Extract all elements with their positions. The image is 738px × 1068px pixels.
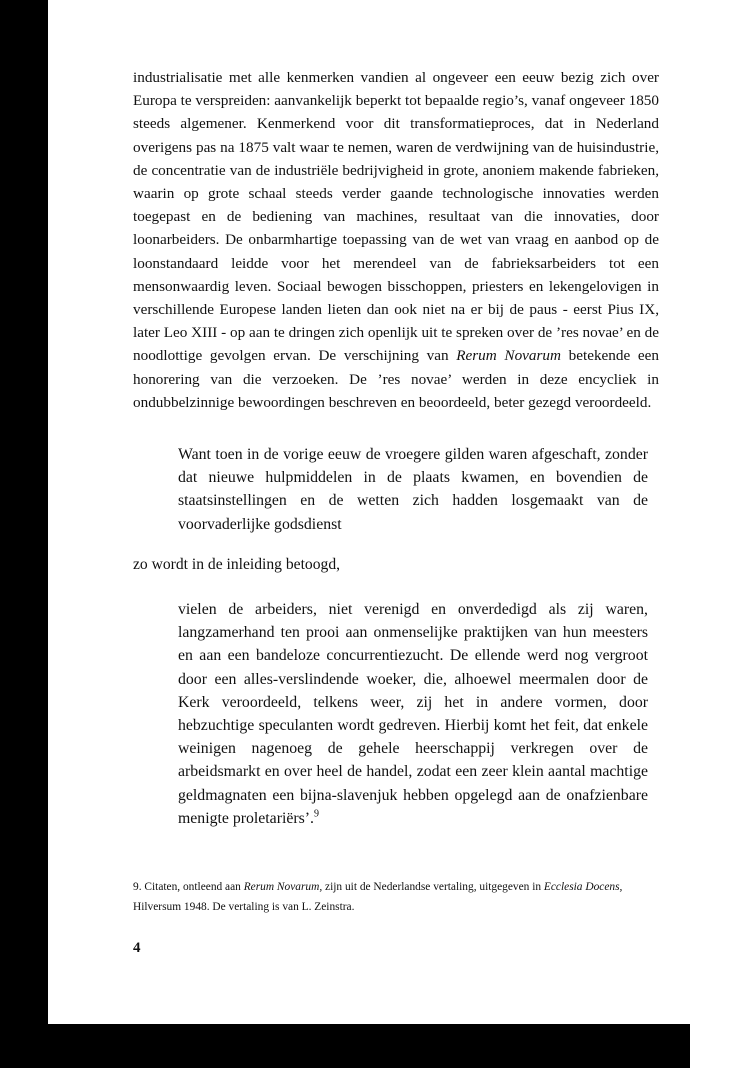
connector-sentence: zo wordt in de inleiding betoogd, [133, 556, 341, 573]
footnote-italic-title-1: Rerum Novarum, [243, 881, 323, 893]
block-quote-1 [178, 443, 648, 536]
footnote-text-c: Hilversum 1948. De vertaling is van L. Zeinstra. [133, 900, 355, 913]
quote-2-paragraph [178, 598, 648, 830]
paragraph-1-text-a: industrialisatie met alle kenmerken vandien al ongeveer een eeuw bezig zich over Europa te verspreiden: aanvankelijk beperkt tot bepaalde regio’s, vanaf ongeveer 1850 steeds algemener. Kenmerkend voor dit transformatieproces, dat in Nederland overigens pas na 1875 valt waar te nemen, waren de verdwijning van de huisindustrie, de concentratie van de industriële bedrijvigheid in grote, anoniem makende fabrieken, waarin op grote schaal steeds verder gaande technologische innovaties werden toegepast en de bediening van machines, resultaat van die innovaties, door loonarbeiders. De onbarmhartige toepassing van de wet van vraag en aanbod op de loonstandaard leidde voor het merendeel van de fabrieksarbeiders tot een mensonwaardig leven. Sociaal bewogen bisschoppen, priesters en lekengelovigen in verschillende Europese landen lieten dan ook niet na er bij de paus - eerst Pius IX, later Leo XIII - op aan te dringen zich openlijk uit te spreken over de ’res novae’ en de noodlottige gevolgen ervan. De verschijning van [133, 69, 659, 365]
block-quote-2 [178, 598, 648, 830]
footnote [133, 878, 659, 917]
footnote-text-a: Citaten, ontleend aan [141, 881, 244, 893]
footnote-number: 9. [133, 881, 142, 893]
scan-bottom-border [0, 1024, 690, 1068]
paragraph-1 [133, 66, 659, 414]
scan-left-border [0, 0, 48, 1068]
encyclical-title: Rerum Novarum [456, 347, 561, 365]
footnote-reference: 9 [313, 808, 319, 820]
footnote-text-b: zijn uit de Nederlandse vertaling, uitgegeven in [322, 881, 544, 893]
page-number: 4 [133, 940, 141, 956]
footnote-italic-title-2: Ecclesia Docens, [543, 881, 623, 893]
quote-2-text: vielen de arbeiders, niet verenigd en onverdedigd als zij waren, langzamerhand ten prooi aan onmenselijke praktijken van hun meesters en aan een bandeloze concurrentiezucht. De ellende werd nog vergroot door een alles-verslindende woeker, die, alhoewel meermalen door de Kerk veroordeeld, telkens weer, zij het in andere vormen, door hebzuchtige speculanten wordt gedreven. Hierbij komt het feit, dat enkele weinigen nagenoeg de gehele heerschappij verkregen over de arbeidsmarkt en over heel de handel, zodat een zeer klein aantal machtige geldmagnaten een bijna-slavenjuk hebben opgelegd aan de onafzienbare menigte proletariërs’. [178, 601, 648, 827]
paragraph-1-text-b: betekende een honorering van die verzoeken. De ’res novae’ werden in deze encycliek in ondubbelzinnige bewoordingen beschreven en beoordeeld, beter gezegd veroordeeld. [133, 347, 659, 411]
body-text [133, 66, 659, 414]
quote-1-text: Want toen in de vorige eeuw de vroegere gilden waren afgeschaft, zonder dat nieuwe hulpmiddelen in de plaats kwamen, en bovendien de staatsinstellingen en de wetten zich hadden losgemaakt van de voorvaderlijke godsdienst [178, 446, 648, 533]
